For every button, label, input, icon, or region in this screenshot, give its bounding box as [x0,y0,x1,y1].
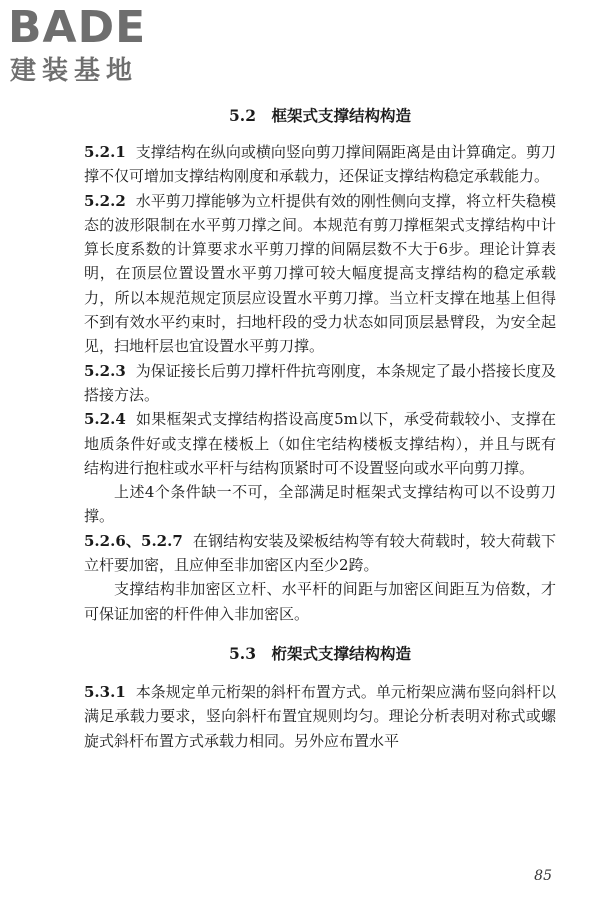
clause-number: 5.3.1 [84,682,126,701]
section-title-5-3: 5.3 桁架式支撑结构构造 [229,643,411,663]
clause-text: 上述4个条件缺一不可，全部满足时框架式支撑结构可以不设剪刀撑。 [84,483,556,526]
section-title-5-2: 5.2 框架式支撑结构构造 [229,106,411,125]
clause-text: 支撑结构在纵向或横向竖向剪刀撑间隔距离是由计算确定。剪刀撑不仅可增加支撑结构刚度和承载力，还保证支撑结构稳定承载能力。 [84,143,556,186]
clause-text: 在钢结构安装及梁板结构等有较大荷载时，较大荷载下立杆要加密，且应伸至非加密区内至少2跨。 [84,531,556,575]
clause-5-2-4-note [84,480,556,529]
logo-wordmark: BADE [8,2,147,53]
clause-number: 5.2.1 [84,143,126,161]
clause-5-2-4 [84,407,556,480]
clause-5-2-1 [84,140,556,189]
clause-5-2-2 [84,189,556,359]
clause-number: 5.2.4 [84,410,126,429]
clause-number: 5.2.6、5.2.7 [84,531,183,550]
clause-text: 本条规定单元桁架的斜杆布置方式。单元桁架应满布竖向斜杆以满足承载力要求，竖向斜杆布置宜规则均匀。理论分析表明对称式或螺旋式斜杆布置方式承载力相同。另外应布置水平 [84,682,556,750]
clause-number: 5.2.3 [84,361,126,380]
clause-5-2-3 [84,359,556,408]
clause-5-2-6-7 [84,529,556,578]
bade-logo [8,4,178,94]
document-body [84,100,556,753]
clause-number: 5.2.2 [84,191,126,210]
clause-text: 支撑结构非加密区立杆、水平杆的间距与加密区间距互为倍数，才可保证加密的杆件伸入非加密区。 [84,580,556,623]
clause-text: 水平剪刀撑能够为立杆提供有效的刚性侧向支撑，将立杆失稳模态的波形限制在水平剪刀撑之间。本规范有剪刀撑框架式支撑结构中计算长度系数的计算要求水平剪刀撑的间隔层数不大于6步。理论计算表明，在顶层位置设置水平剪刀撑可较大幅度提高支撑结构的稳定承载力，所以本规范规定顶层应设置水平剪刀撑。当立杆支撑在地基上但得不到有效水平约束时，扫地杆段的受力状态如同顶层悬臂段，为安全起见，扫地杆层也宜设置水平剪刀撑。 [84,191,556,356]
logo-subtitle: 建装基地 [10,56,139,86]
clause-text: 如果框架式支撑结构搭设高度5m以下，承受荷载较小、支撑在地质条件好或支撑在楼板上（如住宅结构楼板支撑结构），并且与既有结构进行抱柱或水平杆与结构顶紧时可不设置竖向或水平向剪刀撑。 [84,410,556,477]
clause-5-3-1 [84,680,556,753]
page-number: 85 [534,868,552,884]
clause-text: 为保证接长后剪刀撑杆件抗弯刚度，本条规定了最小搭接长度及搭接方法。 [84,361,556,404]
clause-5-2-6-7-note [84,577,556,626]
